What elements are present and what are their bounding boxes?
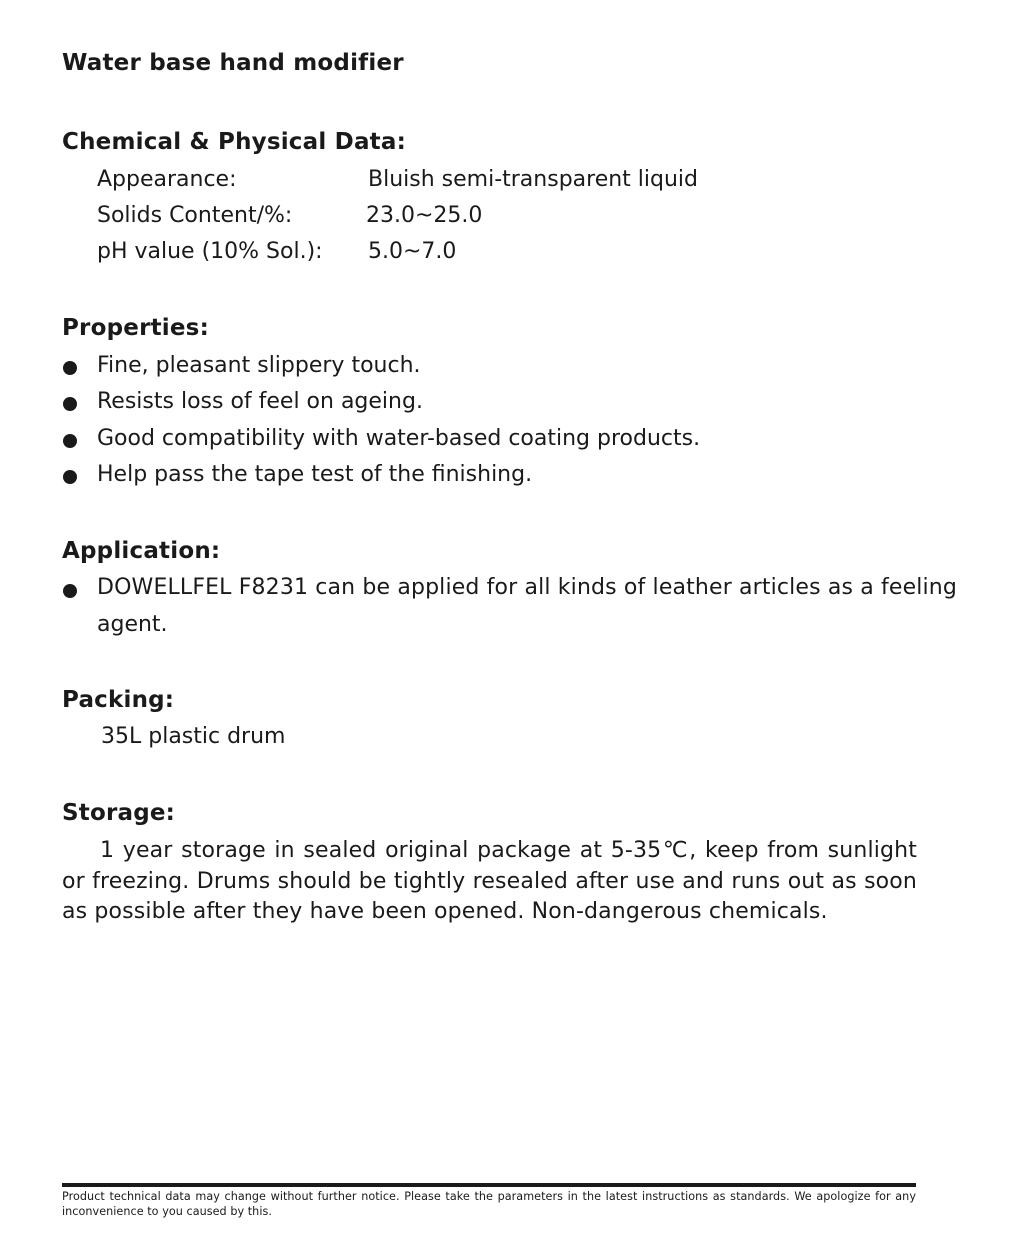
- solids-content-value: 23.0~25.0: [366, 203, 483, 228]
- packing-text: 35L plastic drum: [101, 724, 286, 749]
- footer-disclaimer: Product technical data may change without further notice. Please take the parameters in the latest instructions as standards. We apologize for any inconvenience to you caused by this.: [62, 1190, 916, 1218]
- application-text-line-2: agent.: [97, 612, 168, 637]
- footer-divider: [62, 1183, 916, 1187]
- property-item: Good compatibility with water-based coating products.: [97, 426, 701, 451]
- product-title: Water base hand modifier: [62, 50, 404, 76]
- bullet-icon: [63, 434, 77, 448]
- bullet-icon: [63, 397, 77, 411]
- application-text-line-1: DOWELLFEL F8231 can be applied for all kinds of leather articles as a feeling: [97, 575, 957, 600]
- ph-value-value: 5.0~7.0: [368, 239, 457, 264]
- bullet-icon: [63, 584, 77, 598]
- property-item: Fine, pleasant slippery touch.: [97, 353, 421, 378]
- chemical-physical-heading: Chemical & Physical Data:: [62, 129, 406, 155]
- appearance-value: Bluish semi-transparent liquid: [368, 167, 699, 192]
- properties-heading: Properties:: [62, 315, 209, 341]
- property-item: Resists loss of feel on ageing.: [97, 389, 423, 414]
- property-item: Help pass the tape test of the finishing.: [97, 462, 533, 487]
- ph-value-label: pH value (10% Sol.):: [97, 239, 323, 264]
- application-heading: Application:: [62, 538, 221, 564]
- packing-heading: Packing:: [62, 687, 175, 713]
- storage-heading: Storage:: [62, 800, 176, 826]
- solids-content-label: Solids Content/%:: [97, 203, 293, 228]
- appearance-label: Appearance:: [97, 167, 237, 192]
- bullet-icon: [63, 470, 77, 484]
- storage-paragraph: 1 year storage in sealed original package at 5-35℃, keep from sunlight or freezing. Drums should be tightly resealed after use and runs out as soon as possible after they have been opened. Non-dangerous chemicals.: [62, 838, 917, 924]
- bullet-icon: [63, 361, 77, 375]
